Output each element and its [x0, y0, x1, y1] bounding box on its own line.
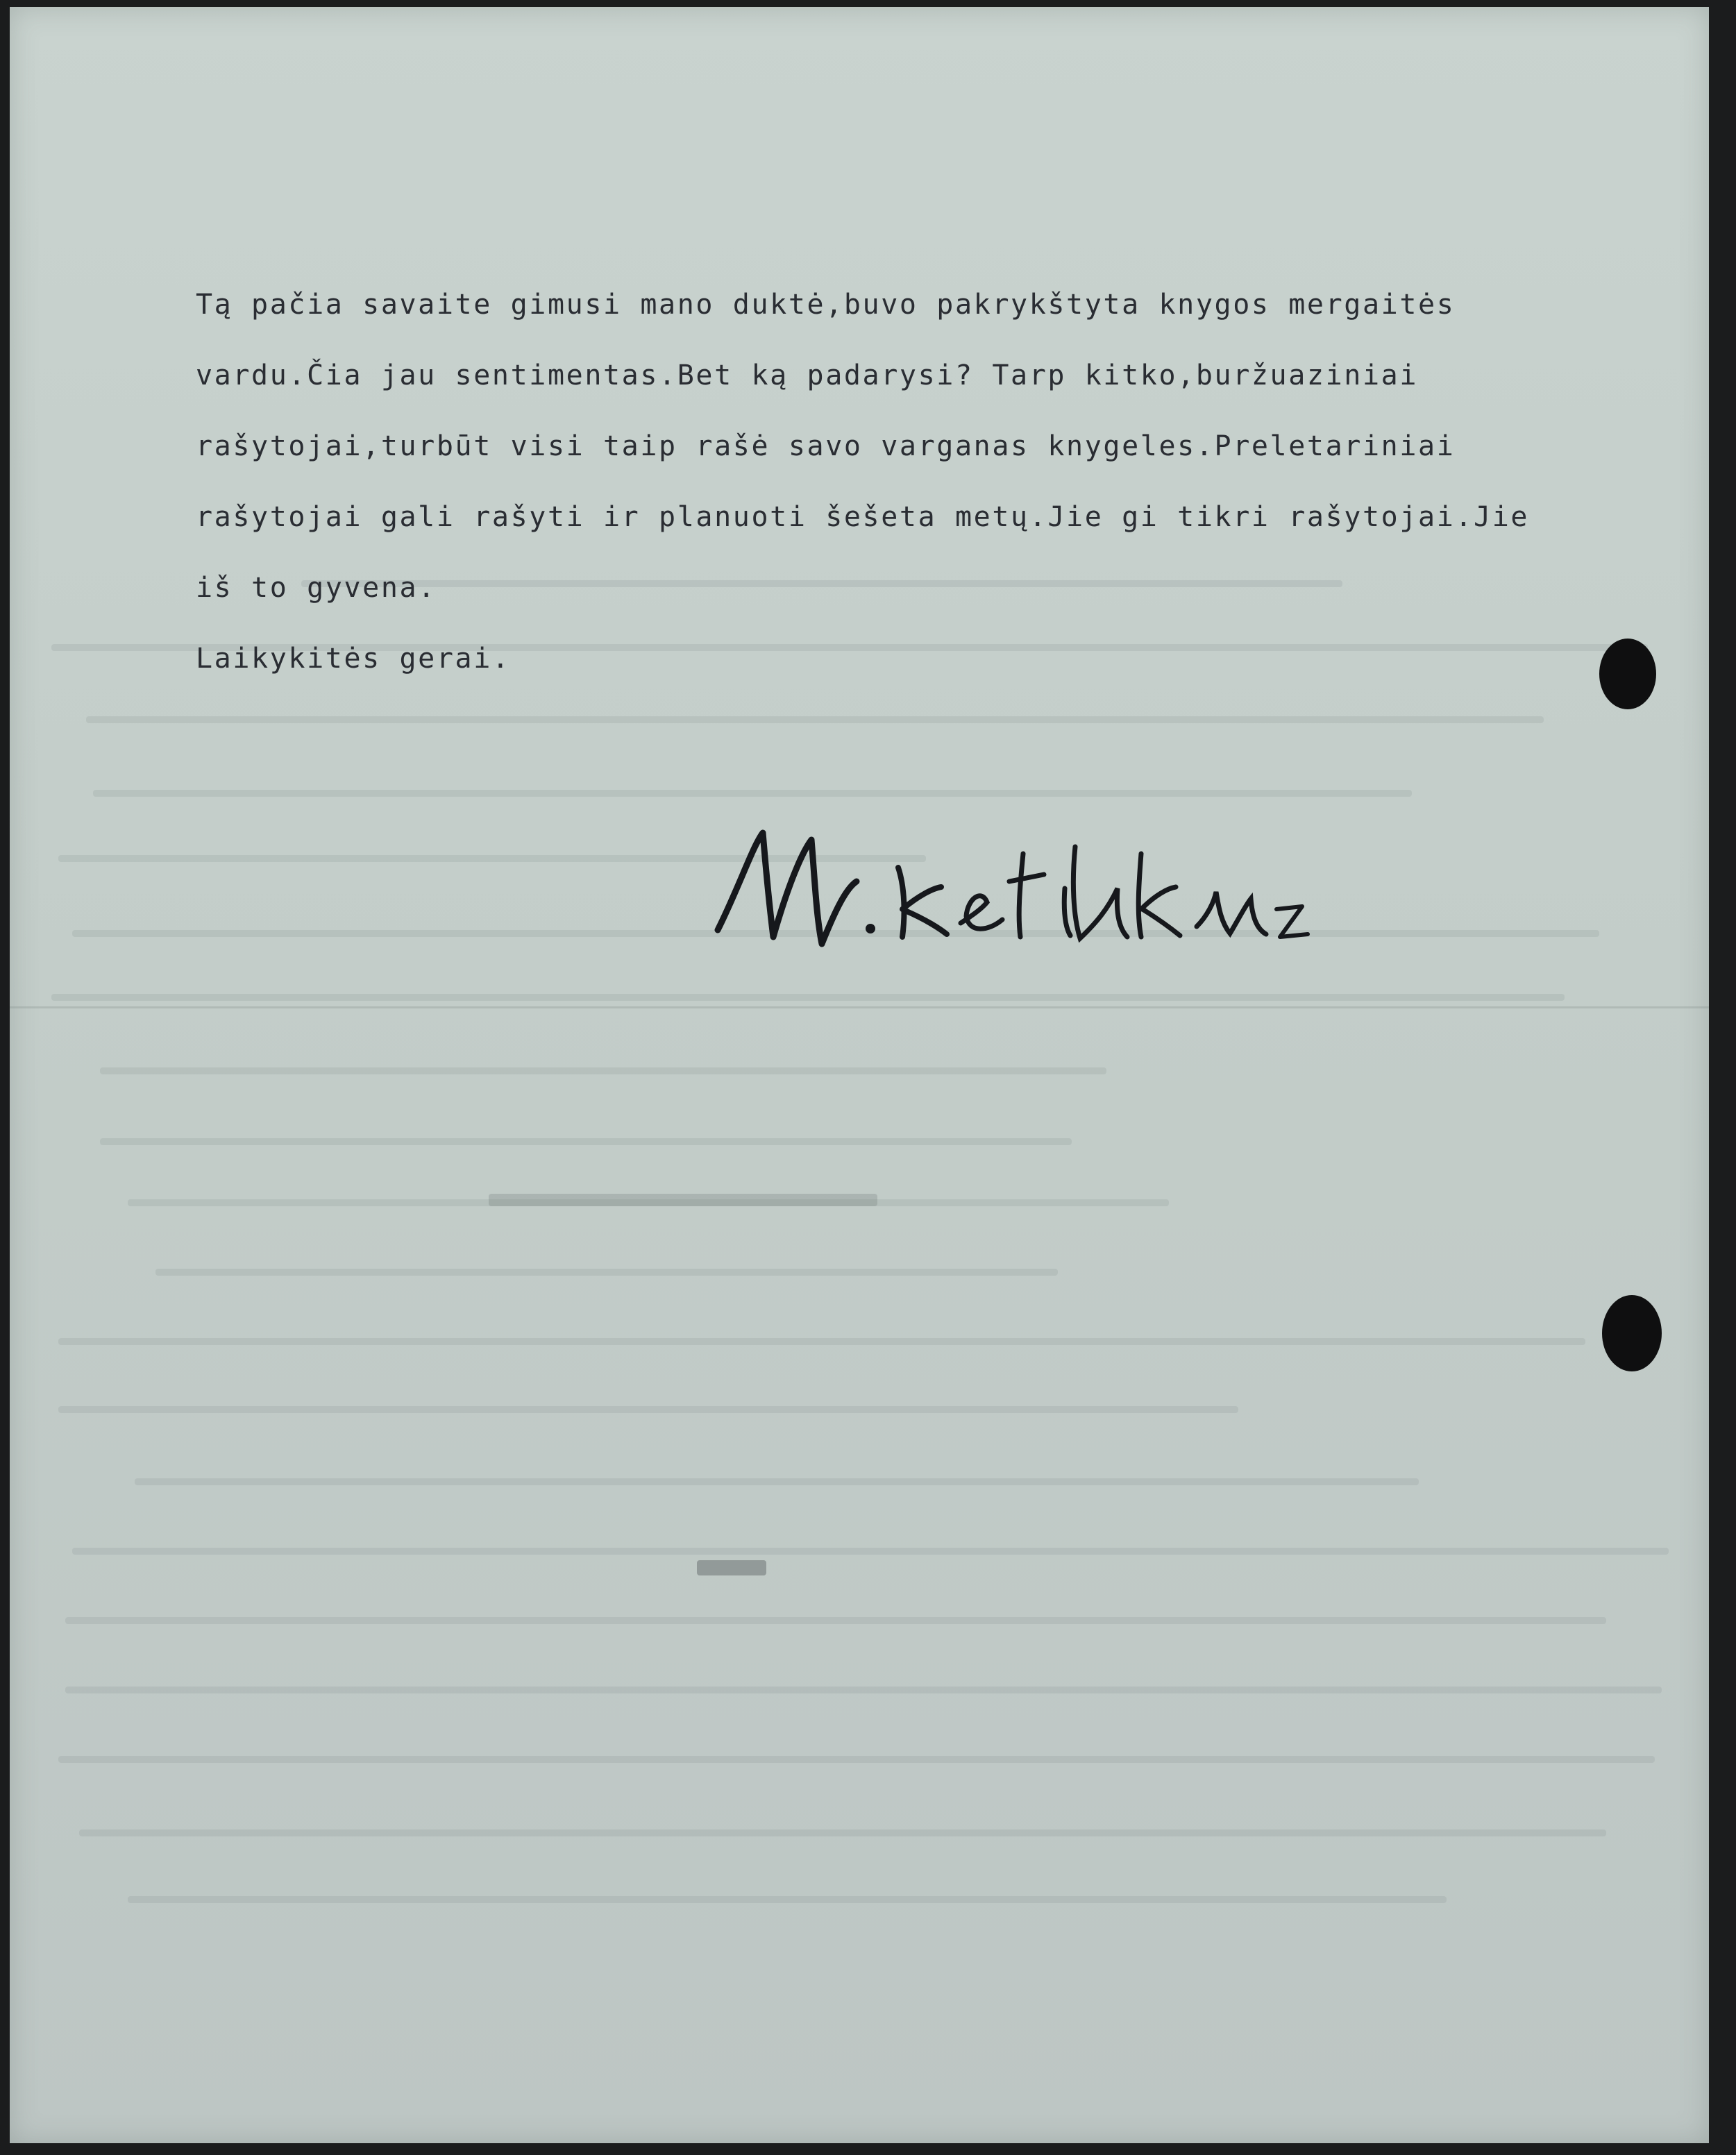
letter-line: vardu.Čia jau sentimentas.Bet ką padarysi? Tarp kitko,buržuaziniai: [196, 360, 1419, 391]
closing-line: Laikykitės gerai.: [196, 643, 511, 675]
letter-line: rašytojai,turbūt visi taip rašė savo varganas knygeles.Preletariniai: [196, 430, 1456, 462]
punch-hole: [1602, 1295, 1662, 1371]
paper-fold-line: [10, 1006, 1709, 1008]
letter-line: iš to gyvena.: [196, 572, 437, 604]
letter-line: Tą pačia savaite gimusi mano duktė,buvo pakrykštyta knygos mergaitės: [196, 289, 1456, 321]
letter-line: rašytojai gali rašyti ir planuoti šešeta metų.Jie gi tikri rašytojai.Jie: [196, 501, 1530, 533]
punch-hole: [1599, 639, 1656, 709]
letter-body: [196, 269, 1695, 694]
handwritten-signature: [697, 805, 1322, 986]
document-page: [10, 7, 1709, 2143]
